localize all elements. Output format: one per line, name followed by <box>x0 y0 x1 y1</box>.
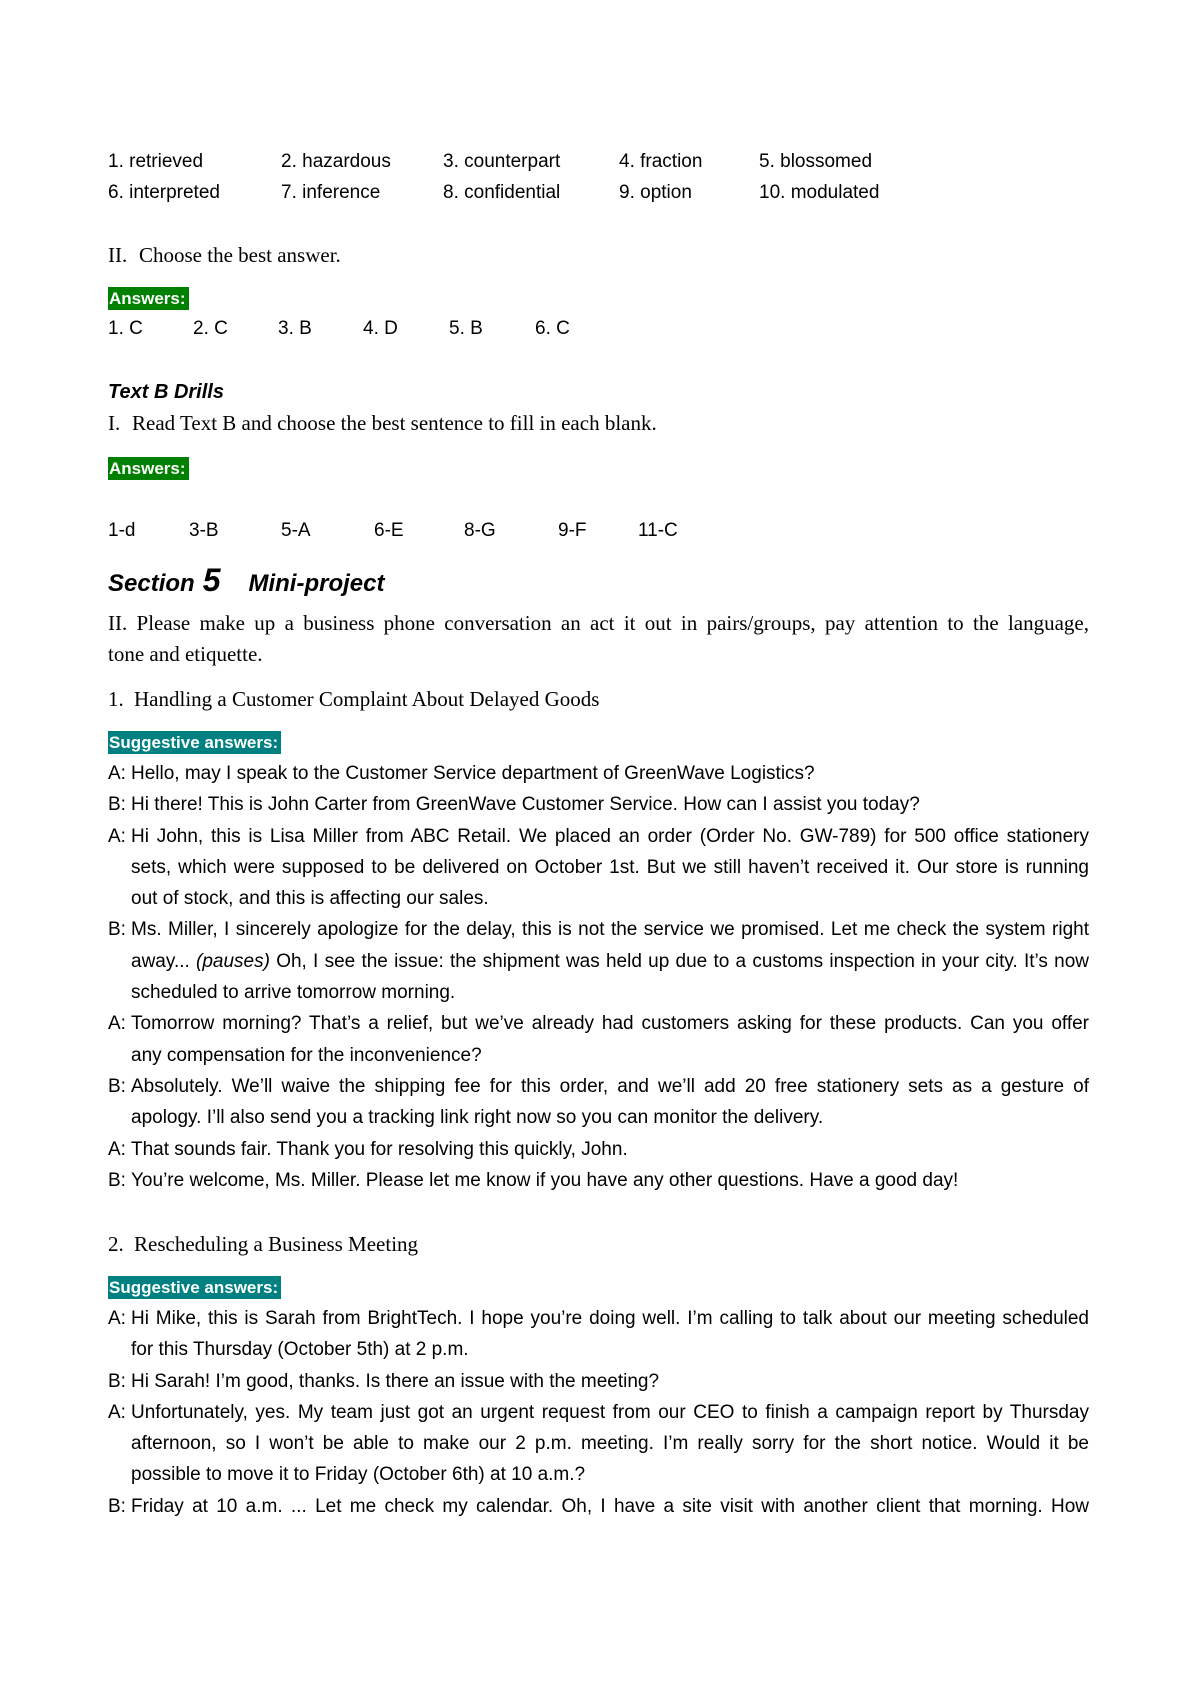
turn-text <box>131 1366 1089 1397</box>
turn-text <box>131 1134 1089 1165</box>
text-line: Hi John, this is Lisa Miller from ABC Retail. We placed an order (Order No. GW-789) for 500 office stationery <box>131 825 1089 847</box>
text-line: possible to move it to Friday (October 6th) at 10 a.m.? <box>131 1464 586 1486</box>
conversation-title <box>108 685 1089 713</box>
speaker-label: A: <box>108 763 126 784</box>
answer-item: 5. B <box>449 318 483 339</box>
suggestive-answers-label: Suggestive answers: <box>108 731 281 754</box>
vocabulary-row <box>108 177 1089 208</box>
vocabulary-answer: 4. fraction <box>619 151 703 172</box>
turn-text <box>131 1303 1089 1366</box>
suggestive-answers-label: Suggestive answers: <box>108 1276 281 1299</box>
answer-item: 1-d <box>108 520 136 541</box>
exercise-text: Read Text B and choose the best sentence to fill in each blank. <box>132 411 657 435</box>
vocabulary-row <box>108 146 1089 177</box>
speaker-label: A: <box>108 825 126 847</box>
exercise-number: I. <box>108 411 121 435</box>
section-number: 5 <box>202 562 221 598</box>
text-line: Unfortunately, yes. My team just got an urgent request from our CEO to finish a campaign report by Thursday <box>131 1401 1089 1423</box>
text-line: Ms. Miller, I sincerely apologize for the delay, this is not the service we promised. Let me check the system right <box>131 919 1089 941</box>
turn-text <box>131 1071 1089 1134</box>
dialogue-turn <box>108 789 1089 820</box>
speaker-label: B: <box>108 1370 126 1392</box>
exercise-instruction <box>108 241 1089 269</box>
turn-text <box>131 1491 1089 1522</box>
turn-text <box>131 914 1089 1008</box>
text-line: apology. I’ll also send you a tracking link right now so you can monitor the delivery. <box>131 1107 824 1129</box>
text-line: Tomorrow morning? That’s a relief, but we’ve already had customers asking for these products. Can you offer <box>131 1013 1089 1035</box>
dialogue-turn <box>108 1366 1089 1397</box>
turn-text <box>131 1397 1089 1491</box>
dialogue-turn <box>108 1008 1089 1071</box>
dialogue-turn <box>108 1397 1089 1491</box>
dialogue-turn <box>108 758 1089 789</box>
text-line: That sounds fair. Thank you for resolving this quickly, John. <box>131 1138 628 1160</box>
answer-item: 9-F <box>558 520 587 541</box>
text-line: afternoon, so I won’t be able to make our 2 p.m. meeting. I’m really sorry for the short notice. Would it be <box>131 1433 1089 1455</box>
instruction-line: II. Please make up a business phone conversation an act it out in pairs/groups, pay attention to the language, <box>108 611 1089 635</box>
text-line: for this Thursday (October 5th) at 2 p.m. <box>131 1339 469 1361</box>
dialogue <box>108 1303 1089 1522</box>
dialogue-turn <box>108 1134 1089 1165</box>
answer-item: 6-E <box>374 520 404 541</box>
dialogue-turn <box>108 1491 1089 1522</box>
conversation-number: 1. <box>108 687 124 711</box>
answer-item: 3. B <box>278 318 312 339</box>
exercise-text: Choose the best answer. <box>139 243 341 267</box>
vocabulary-answer: 2. hazardous <box>281 151 391 172</box>
speaker-label: B: <box>108 1075 126 1097</box>
text-line: sets, which were supposed to be delivered on October 1st. But we still haven’t received it. Our store is running <box>131 856 1089 878</box>
speaker-label: B: <box>108 1169 126 1191</box>
dialogue-turn <box>108 1165 1089 1196</box>
answers-label: Answers: <box>108 457 189 480</box>
text-line <box>131 946 1089 977</box>
turn-text <box>131 789 1089 820</box>
answer-item: 2. C <box>193 318 228 339</box>
text-line: Hi Mike, this is Sarah from BrightTech. I hope you’re doing well. I’m calling to talk about our meeting scheduled <box>131 1308 1089 1329</box>
turn-text <box>131 758 1089 789</box>
speaker-label: B: <box>108 794 126 816</box>
speaker-label: B: <box>108 1495 126 1517</box>
answer-item: 5-A <box>281 520 311 541</box>
text-line: You’re welcome, Ms. Miller. Please let me know if you have any other questions. Have a good day! <box>131 1169 959 1191</box>
conversation-title-text: Handling a Customer Complaint About Delayed Goods <box>134 687 600 711</box>
answer-item: 1. C <box>108 318 143 339</box>
text-line: out of stock, and this is affecting our sales. <box>131 888 489 910</box>
text-line: Friday at 10 a.m. ... Let me check my calendar. Oh, I have a site visit with another client that morning. How <box>131 1495 1089 1517</box>
text-line: Absolutely. We’ll waive the shipping fee for this order, and we’ll add 20 free stationery sets as a gesture of <box>131 1075 1089 1097</box>
turn-text <box>131 821 1089 915</box>
vocabulary-answer: 5. blossomed <box>759 151 873 172</box>
section-label: Section <box>108 570 195 597</box>
vocabulary-answer: 10. modulated <box>759 182 880 203</box>
section-heading <box>108 560 1089 600</box>
text-line: Hi there! This is John Carter from GreenWave Customer Service. How can I assist you today? <box>131 794 920 816</box>
speaker-label: A: <box>108 1013 126 1035</box>
answers-label: Answers: <box>108 287 189 310</box>
conversation-number: 2. <box>108 1232 124 1256</box>
vocabulary-answer: 8. confidential <box>443 182 561 203</box>
exercise-number: II. <box>108 243 128 267</box>
vocabulary-answer: 6. interpreted <box>108 182 220 203</box>
text-segment: away... <box>131 950 197 972</box>
exercise-instruction <box>108 409 1089 437</box>
speaker-label: A: <box>108 1401 126 1423</box>
vocabulary-answer: 3. counterpart <box>443 151 561 172</box>
answer-item: 4. D <box>363 318 398 339</box>
speaker-label: B: <box>108 919 126 941</box>
dialogue <box>108 758 1089 1196</box>
answer-item: 8-G <box>464 520 496 541</box>
vocabulary-answer-grid <box>108 146 1089 208</box>
text-line: scheduled to arrive tomorrow morning. <box>131 982 456 1004</box>
turn-text <box>131 1008 1089 1071</box>
section-title: Mini-project <box>248 570 385 597</box>
vocabulary-answer: 9. option <box>619 182 692 203</box>
vocabulary-answer: 1. retrieved <box>108 151 204 172</box>
vocabulary-answer: 7. inference <box>281 182 381 203</box>
speaker-label: A: <box>108 1308 126 1329</box>
text-line: Hi Sarah! I’m good, thanks. Is there an issue with the meeting? <box>131 1370 660 1392</box>
answer-key-row <box>108 313 1089 344</box>
turn-text <box>131 1165 1089 1196</box>
text-line: any compensation for the inconvenience? <box>131 1044 482 1066</box>
mini-project-instruction <box>108 608 1089 670</box>
text-line: Hello, may I speak to the Customer Service department of GreenWave Logistics? <box>131 763 815 784</box>
answer-item: 11-C <box>638 520 678 541</box>
dialogue-turn <box>108 821 1089 915</box>
instruction-line: tone and etiquette. <box>108 642 263 666</box>
speaker-label: A: <box>108 1138 126 1160</box>
dialogue-turn <box>108 914 1089 1008</box>
dialogue-turn <box>108 1303 1089 1366</box>
answer-item: 6. C <box>535 318 570 339</box>
drills-heading: Text B Drills <box>108 381 224 403</box>
conversation-title <box>108 1230 1089 1258</box>
answer-item: 3-B <box>189 520 219 541</box>
text-segment: Oh, I see the issue: the shipment was held up due to a customs inspection in your city. It’s now <box>269 950 1090 972</box>
conversation-title-text: Rescheduling a Business Meeting <box>134 1232 419 1256</box>
stage-direction: (pauses) <box>196 950 270 972</box>
answer-key-row <box>108 515 1089 546</box>
dialogue-turn <box>108 1071 1089 1134</box>
